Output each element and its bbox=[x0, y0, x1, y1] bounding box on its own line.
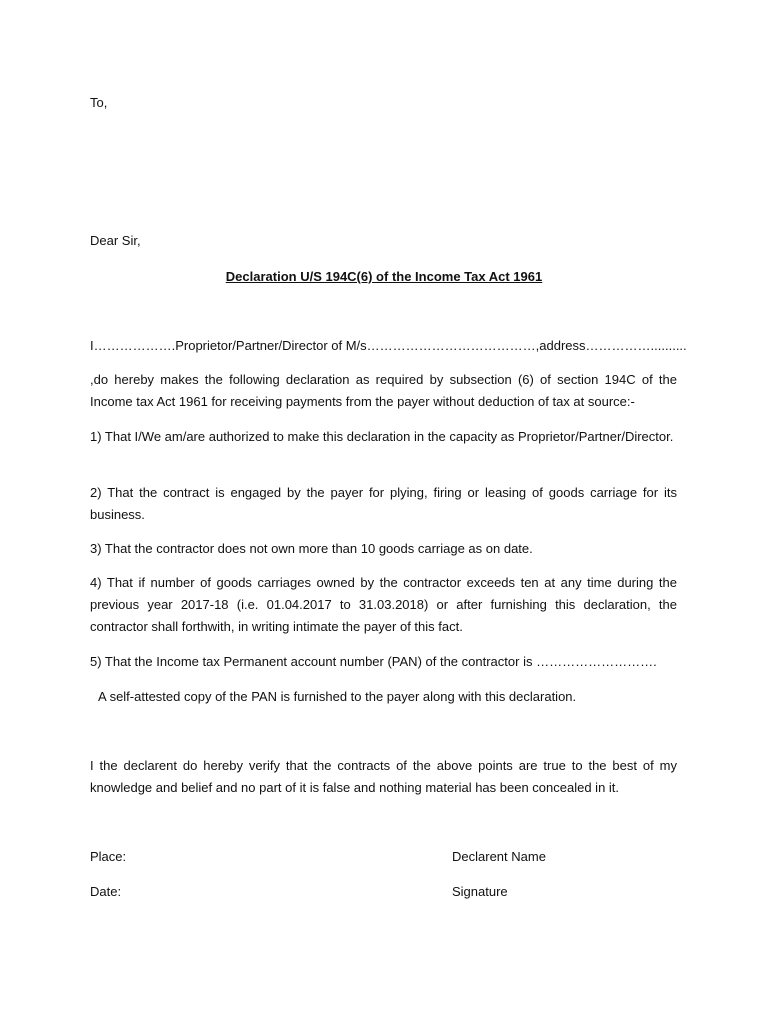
point-5: 5) That the Income tax Permanent account number (PAN) of the contractor is ………………………. bbox=[90, 654, 657, 669]
point-4: 4) That if number of goods carriages owned by the contractor exceeds ten at any time during the previous year 2017-18 (i.e. 01.04.2017 to 31.03.2018) or after furnishing this declaration, the contractor shall forthwith, in writing intimate the payer of this fact. bbox=[90, 575, 677, 634]
verification-paragraph: I the declarent do hereby verify that the contracts of the above points are true to the best of my knowledge and belief and no part of it is false and nothing material has been concealed in it. bbox=[90, 758, 677, 795]
pan-note: A self-attested copy of the PAN is furnished to the payer along with this declaration. bbox=[98, 689, 577, 704]
point-3: 3) That the contractor does not own more than 10 goods carriage as on date. bbox=[90, 541, 533, 556]
intro-paragraph: ,do hereby makes the following declaration as required by subsection (6) of section 194C of the Income tax Act 1961 for receiving payments from the payer without deduction of tax at source:- bbox=[90, 372, 677, 409]
greeting: Dear Sir, bbox=[90, 233, 141, 248]
document-title: Declaration U/S 194C(6) of the Income Tax Act 1961 bbox=[225, 269, 543, 284]
point-1: 1) That I/We am/are authorized to make this declaration in the capacity as Proprietor/Partner/Director. bbox=[90, 429, 674, 444]
point-2: 2) That the contract is engaged by the payer for plying, firing or leasing of goods carriage for its business. bbox=[90, 485, 677, 522]
place-label: Place: bbox=[90, 849, 127, 864]
declarent-name-label: Declarent Name bbox=[452, 849, 546, 864]
date-label: Date: bbox=[90, 884, 122, 899]
salutation-to: To, bbox=[90, 95, 108, 110]
signature-label: Signature bbox=[452, 884, 508, 899]
intro-line: I……………….Proprietor/Partner/Director of M/s…………………………………,address…………….......... bbox=[90, 338, 687, 353]
